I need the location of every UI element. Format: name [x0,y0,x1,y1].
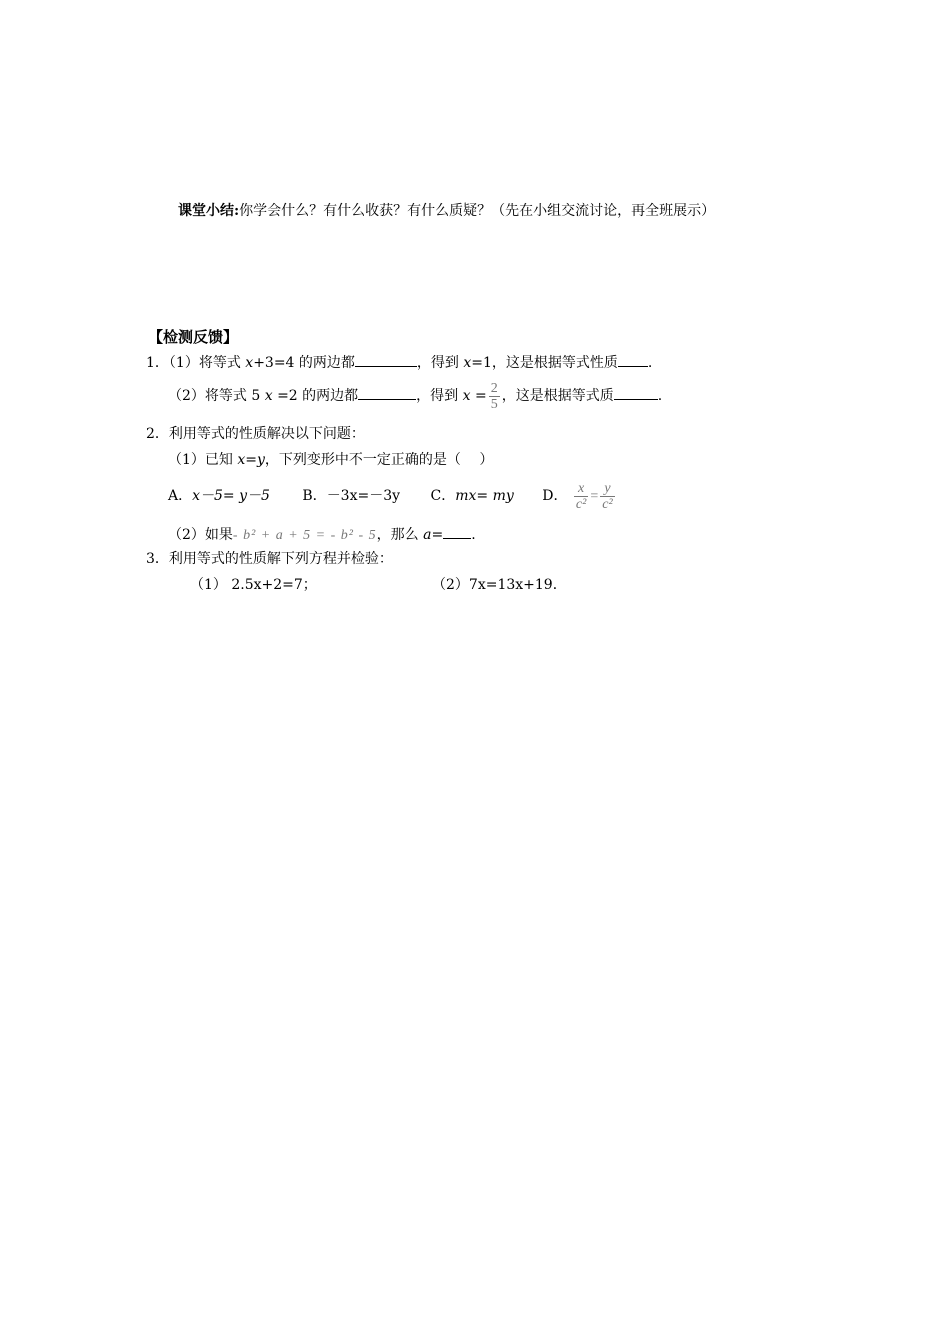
q2-p2-text-a: （2）如果 [168,527,233,543]
option-a-label: A． [168,488,193,504]
option-d-num-left: x [574,481,588,497]
q1-p2-var: x [264,388,273,404]
q1-p2-blank-1[interactable] [358,385,416,400]
option-b-label: B． [302,488,327,504]
q2-p2-eq: = [431,527,444,543]
q1-part2 [168,378,662,414]
q3-stem-text: 利用等式的性质解下列方程并检验： [168,551,393,567]
option-d-den-right: c² [602,496,613,512]
q2-options [168,478,617,515]
q1-p1-var2: x [463,355,472,371]
summary-line [178,201,715,221]
q3-stem [146,549,393,569]
q1-p1-var: x [245,355,254,371]
q1-p1-text-d: =1，这是根据等式性质 [471,355,618,371]
q1-p2-blank-2[interactable] [614,385,658,400]
q1-p1-end: . [647,355,653,371]
option-d-eq: = [590,489,599,504]
fraction-two-fifths [489,381,500,412]
option-d-fraction-right [600,481,614,512]
q1-p2-text-c: ，得到 [416,388,463,404]
q1-p1-blank-1[interactable] [355,352,417,367]
q2-stem [146,424,365,444]
q2-p2-end: . [471,527,476,543]
q1-p2-text-b: =2 的两边都 [272,388,359,404]
option-a: x－5= y－5 [192,488,270,504]
option-b: －3x=－3y [326,488,401,504]
q1-p1-text-b: +3=4 的两边都 [253,355,355,371]
option-c: mx= my [455,488,514,504]
q2-part1 [168,450,493,470]
q3-part1: （1） 2.5x+2=7； [190,577,317,593]
q2-p2-var: a [423,527,432,543]
option-d-den-left: c² [575,496,587,512]
feedback-heading: 【检测反馈】 [148,328,239,346]
q3-part2: （2）7x=13x+19． [432,577,567,593]
q1-p2-text-a: （2）将等式 5 [168,388,265,404]
q2-p2-expression: - b² + a + 5 = - b² - 5 [232,528,377,543]
q2-part2 [168,524,476,546]
summary-label: 课堂小结: [178,203,240,219]
fraction-denominator: 5 [490,396,498,412]
q2-p1-text-a: （1）已知 [168,452,238,468]
q2-number: 2． [146,426,169,442]
q2-stem-text: 利用等式的性质解决以下问题： [168,426,365,442]
summary-text: 你学会什么？有什么收获？有什么质疑？（先在小组交流讨论，再全班展示） [239,203,716,219]
q1-part1 [146,352,652,373]
fraction-numerator: 2 [490,380,498,396]
option-d-label: D． [542,488,568,504]
option-c-label: C． [430,488,456,504]
q1-p2-eq: = [470,388,487,404]
q1-p1-blank-2[interactable] [618,352,648,367]
q2-p2-text-b: ，那么 [376,527,424,543]
q2-p1-text-b: ，下列变形中不一定正确的是（ ） [264,452,494,468]
option-d-fraction-left [574,481,588,512]
q2-p2-blank[interactable] [443,524,471,539]
q1-p2-end: . [657,388,663,404]
q1-p2-var2: x [462,388,471,404]
q2-p1-eq: x=y [237,452,265,468]
q1-p2-text-d: ，这是根据等式质 [501,388,614,404]
option-d-num-right: y [600,481,614,497]
q3-number: 3． [146,551,169,567]
q1-p1-text-a: （1）将等式 [168,355,246,371]
q1-p1-text-c: ，得到 [416,355,464,371]
q1-number: 1． [146,355,169,371]
